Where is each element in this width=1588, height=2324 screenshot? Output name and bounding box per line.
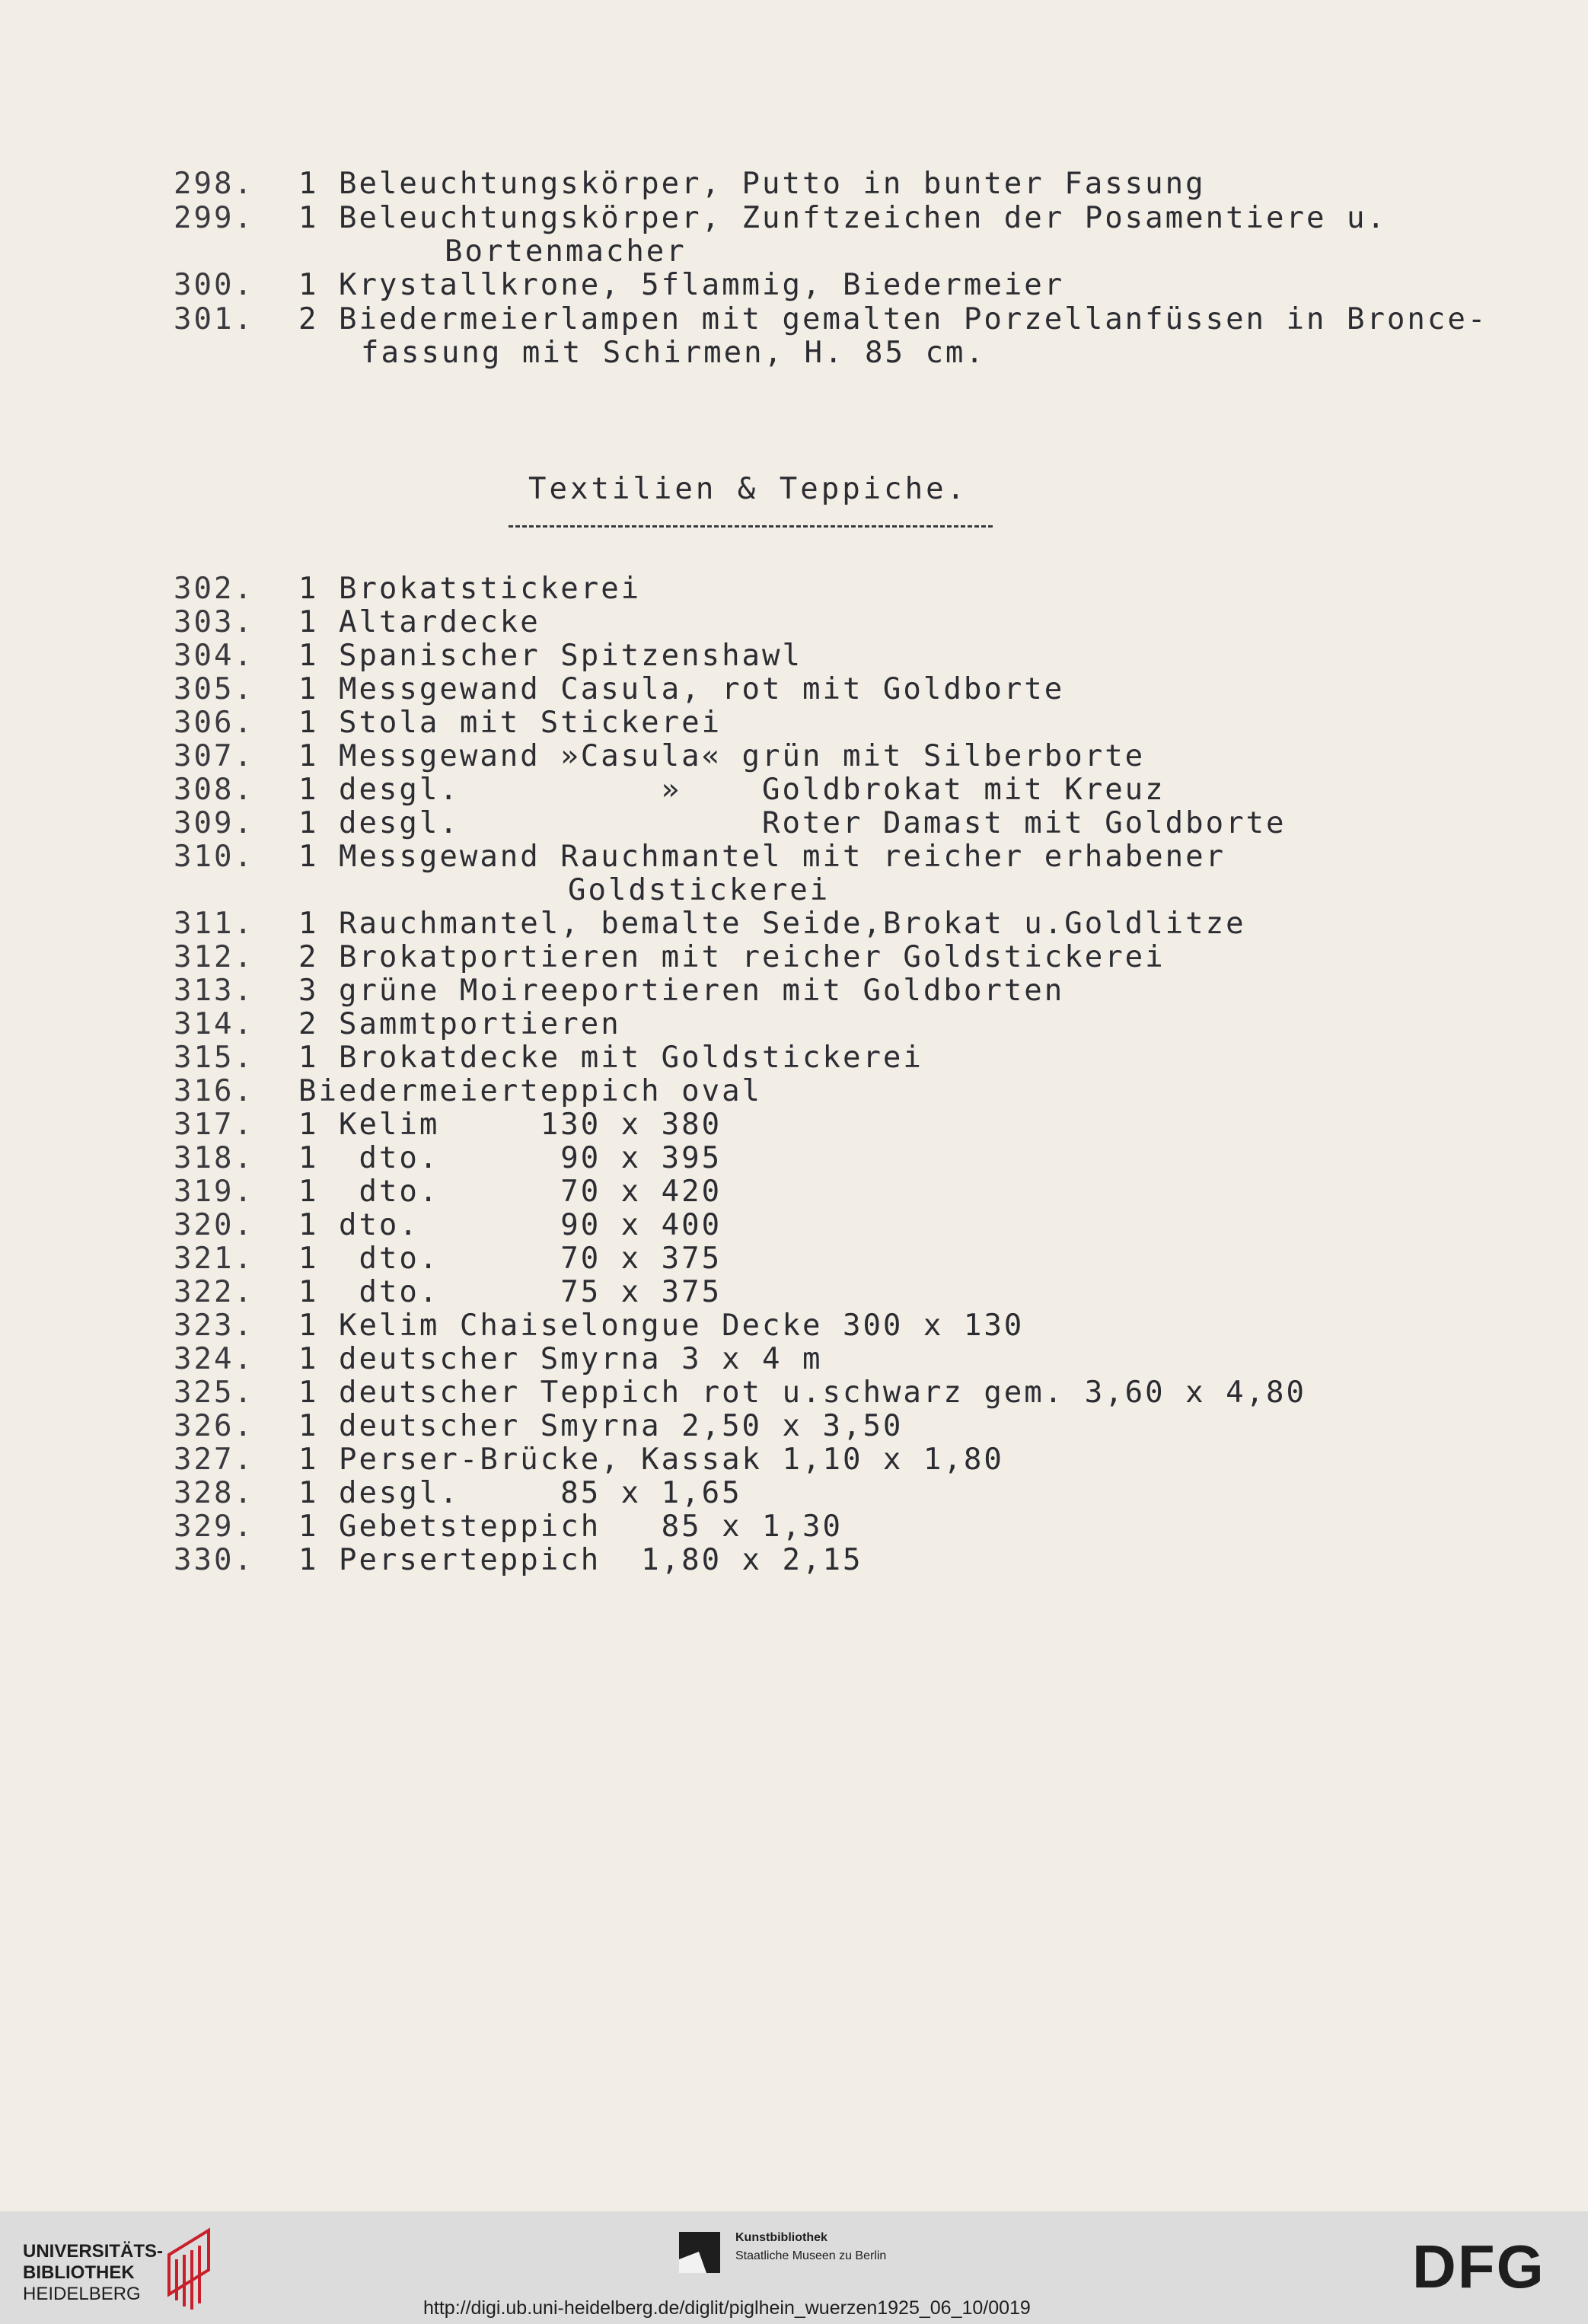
entry-text: 1 dto. 70 x 375	[298, 1242, 722, 1276]
entry-text: 1 Perser-Brücke, Kassak 1,10 x 1,80	[298, 1443, 1004, 1477]
entry-text: 1 Krystallkrone, 5flammig, Biedermeier	[298, 268, 1065, 302]
entry-number: 300.	[174, 268, 254, 302]
permalink-url[interactable]: http://digi.ub.uni-heidelberg.de/diglit/piglhein_wuerzen1925_06_10/0019	[423, 2297, 1031, 2319]
entry-number: 315.	[174, 1041, 254, 1075]
entry-text: 1 Kelim Chaiselongue Decke 300 x 130	[298, 1309, 1025, 1343]
entry-text: 1 Messgewand »Casula« grün mit Silberborte	[298, 739, 1146, 773]
entry-number: 302.	[174, 572, 254, 606]
entry-continuation: fassung mit Schirmen, H. 85 cm.	[361, 336, 986, 370]
entry-number: 313.	[174, 974, 254, 1008]
entry-number: 298.	[174, 167, 254, 201]
entry-text: 1 Brokatstickerei	[298, 572, 642, 606]
entry-text: 1 deutscher Smyrna 2,50 x 3,50	[298, 1409, 904, 1443]
entry-text: 3 grüne Moireeportieren mit Goldborten	[298, 974, 1065, 1008]
entry-number: 311.	[174, 907, 254, 941]
entry-number: 308.	[174, 773, 254, 807]
entry-number: 329.	[174, 1509, 254, 1544]
entry-text: 1 Brokatdecke mit Goldstickerei	[298, 1041, 923, 1075]
entry-text: 1 Messgewand Rauchmantel mit reicher erhabener	[298, 840, 1226, 874]
library-line-2: BIBLIOTHEK	[23, 2262, 135, 2283]
entry-text: 1 dto. 90 x 400	[298, 1208, 722, 1242]
entry-text: 1 Beleuchtungskörper, Zunftzeichen der Posamentiere u.	[298, 201, 1387, 235]
entry-text: 2 Sammtportieren	[298, 1007, 621, 1041]
entry-continuation: Bortenmacher	[445, 234, 687, 269]
heading-underline	[509, 525, 993, 528]
kb-subtitle: Staatliche Museen zu Berlin	[735, 2249, 887, 2262]
kb-title: Kunstbibliothek	[735, 2231, 827, 2244]
entry-number: 301.	[174, 302, 254, 336]
library-line-1: UNIVERSITÄTS-	[23, 2241, 164, 2262]
entry-number: 324.	[174, 1342, 254, 1376]
entry-number: 304.	[174, 639, 254, 673]
entry-text: 1 Kelim 130 x 380	[298, 1108, 722, 1142]
entry-text: 1 Gebetsteppich 85 x 1,30	[298, 1509, 843, 1544]
entry-text: 1 Rauchmantel, bemalte Seide,Brokat u.Goldlitze	[298, 907, 1246, 941]
entry-number: 327.	[174, 1443, 254, 1477]
entry-text: 1 Beleuchtungskörper, Putto in bunter Fassung	[298, 167, 1206, 201]
entry-number: 323.	[174, 1309, 254, 1343]
dfg-logo: DFG	[1412, 2233, 1545, 2300]
entry-text: 1 deutscher Smyrna 3 x 4 m	[298, 1342, 823, 1376]
entry-number: 310.	[174, 840, 254, 874]
entry-number: 322.	[174, 1275, 254, 1309]
kunstbibliothek-label	[735, 2229, 886, 2265]
library-emblem-icon	[163, 2224, 221, 2316]
kunstbibliothek-logo-icon	[676, 2229, 723, 2276]
entry-text: 1 dto. 75 x 375	[298, 1275, 722, 1309]
entry-number: 330.	[174, 1543, 254, 1577]
entry-text: 1 Altardecke	[298, 605, 540, 639]
entry-number: 314.	[174, 1007, 254, 1041]
entry-number: 299.	[174, 201, 254, 235]
entry-text: 1 desgl. » Goldbrokat mit Kreuz	[298, 773, 1165, 807]
section-heading: Textilien & Teppiche.	[528, 472, 968, 506]
entry-number: 319.	[174, 1175, 254, 1209]
entry-text: 1 Messgewand Casula, rot mit Goldborte	[298, 672, 1065, 706]
entry-continuation: Goldstickerei	[568, 873, 831, 907]
entry-text: 1 desgl. Roter Damast mit Goldborte	[298, 806, 1287, 840]
entry-text: 1 dto. 70 x 420	[298, 1175, 722, 1209]
entry-number: 326.	[174, 1409, 254, 1443]
entry-text: 2 Brokatportieren mit reicher Goldstickerei	[298, 940, 1165, 974]
entry-number: 318.	[174, 1141, 254, 1175]
library-line-3: HEIDELBERG	[23, 2284, 141, 2304]
entry-number: 309.	[174, 806, 254, 840]
entry-number: 306.	[174, 706, 254, 740]
entry-number: 305.	[174, 672, 254, 706]
entry-text: 1 deutscher Teppich rot u.schwarz gem. 3,60 x 4,80	[298, 1376, 1306, 1410]
entry-number: 321.	[174, 1242, 254, 1276]
entry-number: 316.	[174, 1074, 254, 1108]
entry-text: 1 Stola mit Stickerei	[298, 706, 722, 740]
entry-number: 312.	[174, 940, 254, 974]
entry-text: 1 desgl. 85 x 1,65	[298, 1476, 742, 1510]
entry-text: 1 Perserteppich 1,80 x 2,15	[298, 1543, 863, 1577]
entry-number: 317.	[174, 1108, 254, 1142]
library-logo-text	[23, 2241, 163, 2305]
entry-text: 2 Biedermeierlampen mit gemalten Porzellanfüssen in Bronce-	[298, 302, 1488, 336]
entry-number: 320.	[174, 1208, 254, 1242]
entry-number: 328.	[174, 1476, 254, 1510]
entry-number: 307.	[174, 739, 254, 773]
entry-text: 1 Spanischer Spitzenshawl	[298, 639, 802, 673]
entry-text: 1 dto. 90 x 395	[298, 1141, 722, 1175]
entry-text: Biedermeierteppich oval	[298, 1074, 763, 1108]
entry-number: 325.	[174, 1376, 254, 1410]
entry-number: 303.	[174, 605, 254, 639]
